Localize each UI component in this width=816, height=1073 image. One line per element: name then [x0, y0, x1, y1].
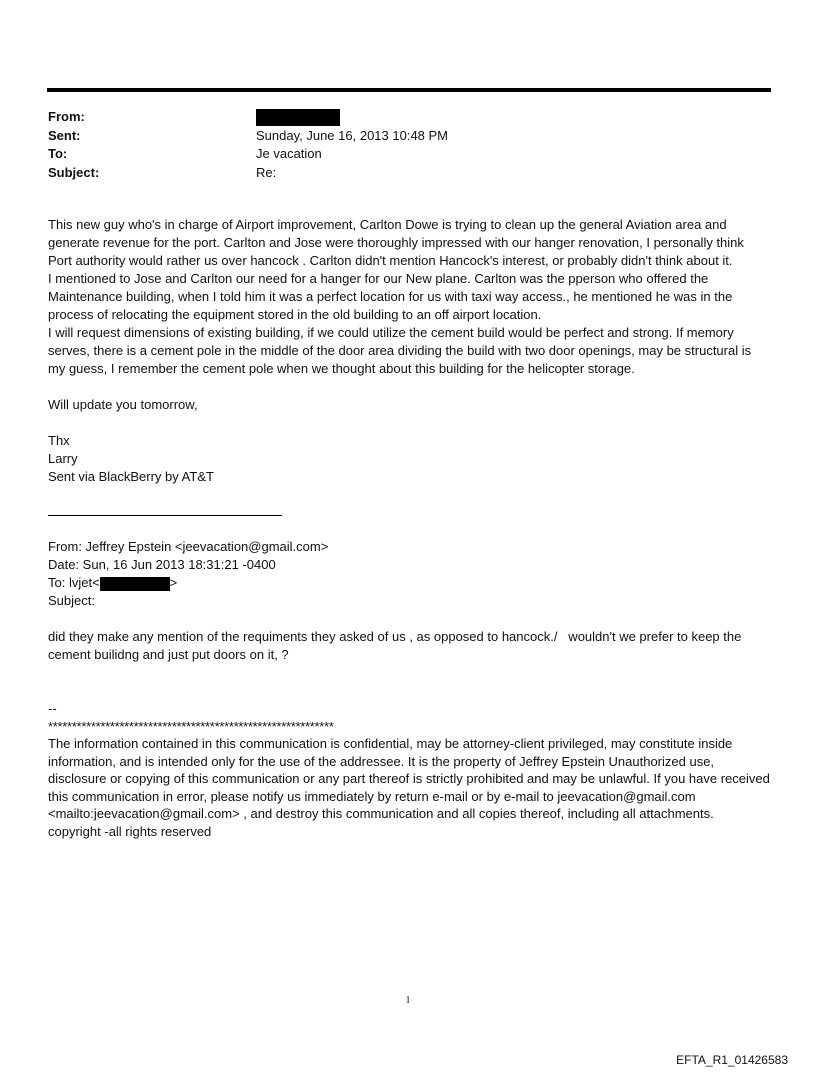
email-body — [48, 216, 770, 486]
sent-value: Sunday, June 16, 2013 10:48 PM — [256, 127, 449, 143]
body-paragraph: I will request dimensions of existing building, if we could utilize the cement build would be perfect and strong. If memory serves, there is a cement pole in the middle of the door area dividing the build with two door openings, may be structural is my guess, I remember the cement pole when we thought about this building for the helicopter storage. — [48, 325, 755, 376]
header-to-row — [48, 145, 748, 164]
to-label: To: — [48, 146, 68, 161]
email-header — [48, 108, 748, 182]
quoted-from: From: Jeffrey Epstein <jeevacation@gmail.com> — [48, 539, 329, 554]
from-label: From: — [48, 109, 85, 124]
redaction-box — [100, 577, 170, 591]
sent-label: Sent: — [48, 127, 81, 143]
signature-device: Sent via BlackBerry by AT&T — [48, 469, 214, 484]
disclaimer-stars: ************************************************************ — [48, 718, 334, 734]
signature-thx: Thx — [48, 433, 70, 448]
from-value — [256, 108, 748, 127]
subject-value: Re: — [256, 164, 277, 180]
header-subject-row — [48, 164, 748, 183]
to-value: Je vacation — [256, 146, 322, 161]
quoted-subject: Subject: — [48, 593, 95, 608]
disclaimer-text: The information contained in this communication is confidential, may be attorney-client privileged, may constitute inside information, and is intended only for the use of the addressee. It is the property of Jeffrey Epstein Unauthorized use, disclosure or copying of this communication or any part thereof is strictly prohibited and may be unlawful. If you have received this communication in error, please notify us immediately by return e-mail or by e-mail to jeevacation@gmail.com <mailto:jeevacation@gmail.com> , and destroy this communication and all copies thereof, including all attachments. copyright -all rights reserved — [48, 736, 774, 839]
disclaimer — [48, 700, 774, 840]
quoted-message — [48, 538, 770, 664]
body-paragraph: This new guy who's in charge of Airport improvement, Carlton Dowe is trying to clean up the general Aviation area and generate revenue for the port. Carlton and Jose were thoroughly impressed with our hanger renovation, I personally think Port authority would rather us over hancock . Carlton didn't mention Hancock's interest, or probably didn't think about it. — [48, 217, 748, 268]
subject-label: Subject: — [48, 164, 100, 180]
disclaimer-dashes: -- — [48, 701, 57, 716]
page-number: 1 — [405, 995, 411, 1006]
update-line: Will update you tomorrow, — [48, 397, 198, 412]
header-sent-row — [48, 127, 748, 146]
quote-divider — [48, 515, 282, 516]
header-from-row — [48, 108, 748, 127]
quoted-to-suffix: > — [169, 575, 178, 590]
quoted-to — [48, 574, 770, 592]
redaction-box — [256, 109, 340, 126]
header-divider — [47, 88, 771, 92]
document-id: EFTA_R1_01426583 — [676, 1053, 788, 1067]
quoted-to-prefix: To: lvjet< — [48, 575, 100, 590]
body-paragraph: I mentioned to Jose and Carlton our need for a hanger for our New plane. Carlton was the pperson who offered the Maintenance building, when I told him it was a perfect location for us with taxi way access., he mentioned he was in the process of relocating the equipment stored in the old building to an off airport location. — [48, 271, 736, 322]
quoted-body: did they make any mention of the requiments they asked of us , as opposed to hancock./ wouldn't we prefer to keep the cement builidng and just put doors on it, ? — [48, 629, 745, 662]
quoted-date: Date: Sun, 16 Jun 2013 18:31:21 -0400 — [48, 557, 276, 572]
signature-name: Larry — [48, 451, 78, 466]
